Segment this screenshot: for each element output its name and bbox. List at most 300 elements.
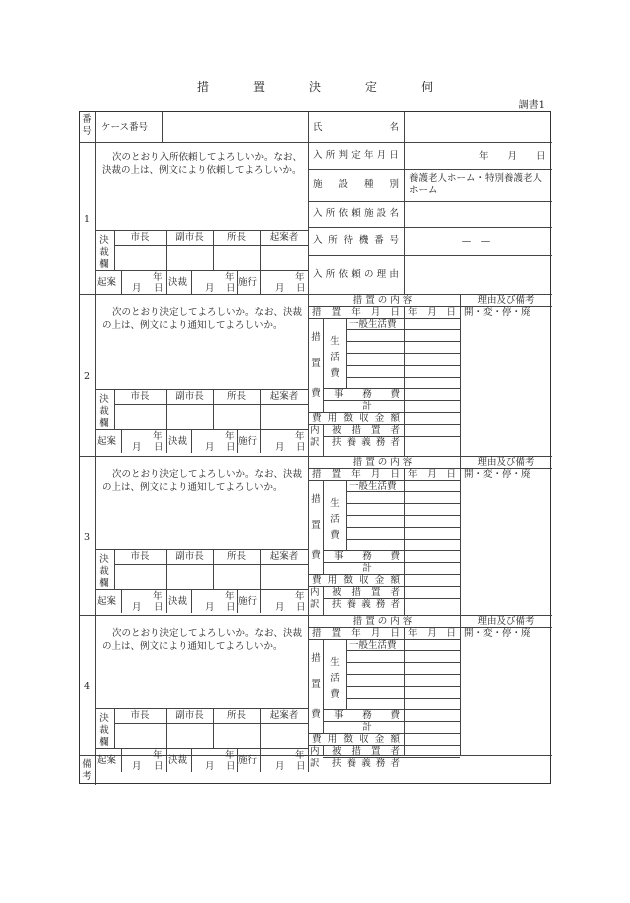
- s3-collection-label: [312, 575, 400, 586]
- date-value-char: 日: [446, 627, 456, 639]
- s4-amount-divider: [404, 639, 405, 755]
- field-label-char: 年: [363, 149, 374, 161]
- s3-person-measured: [332, 587, 400, 598]
- s4-number: 4: [84, 681, 91, 692]
- facility-type-value: 養護老人ホーム・特別養護老人ホーム: [409, 173, 543, 196]
- s2-approver-3: 起案者: [269, 391, 299, 402]
- s3-year-1: 年: [225, 591, 235, 602]
- s2-date-value: [408, 307, 456, 318]
- person-support-char: 務: [375, 757, 386, 769]
- s4-approver-divider: [166, 708, 167, 748]
- field-label-char: の: [363, 268, 374, 280]
- field-label-char: 頼: [351, 208, 361, 219]
- case-number-label: ケース番号: [101, 122, 149, 133]
- field-label-char: 由: [389, 268, 399, 280]
- s3-day-0: 日: [154, 602, 164, 613]
- s2-reason-header: 理由及び備考: [477, 295, 535, 306]
- date-label-char: 置: [331, 468, 342, 480]
- waiting-number-value: — —: [461, 236, 491, 247]
- s3-breakdown-1: 内: [310, 586, 320, 598]
- name-label-char: 氏: [313, 122, 323, 133]
- s1-draft-row-divider: [166, 270, 167, 294]
- person-support-char: 扶: [332, 757, 342, 769]
- s2-office-cost: [334, 389, 400, 400]
- s3-approver-divider: [166, 549, 167, 589]
- s2-living-line: [346, 341, 460, 342]
- field-label-char: 待: [343, 235, 354, 246]
- s2-approval-label: 決裁欄: [99, 394, 109, 429]
- s3-draft-row-divider: [308, 589, 309, 613]
- date-value-char: 年: [408, 468, 418, 480]
- s3-breakdown-divider: [323, 586, 324, 615]
- person-measured-char: 者: [390, 745, 400, 757]
- field-label-char: 所: [328, 235, 338, 246]
- person-support-char: 扶: [332, 436, 342, 448]
- person-measured-char: 者: [390, 424, 400, 436]
- s2-number: 2: [84, 371, 91, 382]
- s1-approval-bottom: [95, 270, 308, 271]
- s3-reason-header: 理由及び備考: [477, 457, 535, 468]
- date-label-char: 日: [390, 306, 400, 318]
- s3-general-living: 一般生活費: [349, 480, 397, 492]
- s1-approval-top: [95, 230, 308, 231]
- s1-approver-2: 所長: [226, 232, 247, 243]
- collection-char: 費: [312, 575, 322, 586]
- s2-cost-label-2: 置: [311, 357, 321, 369]
- person-support-char: 扶: [332, 598, 342, 610]
- s4-reason-value: 開・変・停・廃: [464, 627, 531, 639]
- s2-date-divider: [404, 306, 405, 318]
- person-measured-char: 措: [351, 745, 361, 757]
- person-support-char: 養: [346, 436, 357, 448]
- s2-reason-divider: [460, 294, 461, 456]
- s3-month-0: 月: [132, 602, 142, 613]
- field-label-char: 施: [363, 208, 374, 219]
- s2-approver-divider: [260, 389, 261, 429]
- s2-general-living: 一般生活費: [349, 318, 397, 330]
- s3-living-label-2: 費: [330, 529, 340, 541]
- s1-draft-row-divider: [260, 270, 261, 294]
- office-cost-char: 務: [362, 389, 372, 401]
- s1-month-0: 月: [132, 283, 142, 294]
- s2-cost-label-divider: [323, 318, 324, 412]
- document-number: 調書1: [518, 100, 545, 111]
- s4-approval-header-line: [114, 723, 308, 724]
- field-label-char: 依: [338, 208, 348, 219]
- s4-living-line: [346, 686, 460, 687]
- s4-draft-row-divider: [191, 748, 192, 772]
- collection-char: 費: [312, 413, 322, 424]
- field-label-char: 頼: [351, 268, 361, 280]
- s3-approver-1: 副市長: [175, 551, 204, 562]
- s3-draft-row-divider: [191, 589, 192, 613]
- collection-char: 金: [374, 575, 385, 586]
- s2-living-line: [346, 353, 460, 354]
- s2-draft-row-divider: [308, 429, 309, 453]
- person-support-char: 者: [390, 598, 400, 610]
- s1-month-1: 月: [205, 283, 215, 294]
- s4-living-label-2: 費: [330, 688, 340, 700]
- s3-cost-label-1: 措: [311, 493, 321, 505]
- intake-judgment-date-value: 年 月 日: [479, 151, 546, 162]
- s4-year-1: 年: [225, 750, 235, 761]
- s4-approver-0: 市長: [130, 710, 150, 721]
- s3-enforce-label: 施行: [238, 596, 258, 607]
- field-label-char: 理: [376, 268, 387, 280]
- person-measured-char: 措: [351, 424, 361, 436]
- section1-field-line: [308, 255, 552, 256]
- s4-total: 計: [362, 722, 372, 734]
- date-label-char: 措: [312, 468, 322, 480]
- s4-living-line: [346, 674, 460, 675]
- person-support-char: 務: [375, 436, 386, 448]
- s2-approval-top: [95, 389, 308, 390]
- collection-char: 額: [390, 413, 400, 424]
- field-label-char: 定: [351, 149, 361, 161]
- collection-char: 収: [359, 734, 369, 745]
- s4-approver-2: 所長: [226, 710, 247, 721]
- s2-content-header: 措置の内容: [352, 295, 416, 306]
- s2-year-0: 年: [153, 431, 163, 442]
- field-label-char: 入: [313, 235, 323, 246]
- s4-cost-label-divider: [323, 639, 324, 733]
- s4-approver-1: 副市長: [175, 710, 204, 721]
- s2-person-measured: [332, 425, 400, 436]
- s4-day-0: 日: [154, 761, 164, 772]
- s3-approver-3: 起案者: [269, 551, 299, 562]
- s1-year-1: 年: [225, 272, 235, 283]
- s1-approval-label-divider: [114, 230, 115, 270]
- person-support-char: 務: [375, 598, 386, 610]
- number-column-divider: [95, 112, 96, 785]
- s3-approver-divider: [213, 549, 214, 589]
- field-label-char: 月: [376, 149, 387, 161]
- s4-cost-label-3: 費: [311, 708, 321, 720]
- person-support-char: 者: [390, 436, 400, 448]
- s1-approver-divider: [166, 230, 167, 270]
- field-label-char: 所: [325, 268, 336, 280]
- s4-reason-divider: [460, 615, 461, 755]
- collection-char: 用: [327, 575, 338, 586]
- s4-office-cost: [334, 710, 400, 721]
- s3-approval-bottom: [95, 589, 308, 590]
- collection-char: 額: [390, 575, 400, 586]
- s4-approval-bottom: [95, 748, 308, 749]
- date-value-char: 月: [427, 627, 437, 639]
- section1-request-text: 次のとおり入所依頼してよろしいか。なお、決裁の上は、例文により依頼してよろしいか。: [102, 152, 303, 176]
- person-measured-char: 置: [370, 745, 381, 757]
- field-label-char: 番: [374, 235, 384, 246]
- s2-day-1: 日: [226, 442, 236, 453]
- s4-approver-3: 起案者: [269, 710, 299, 721]
- collection-char: 額: [390, 734, 400, 745]
- s3-year-0: 年: [153, 591, 163, 602]
- s3-living-line: [346, 503, 460, 504]
- s4-living-label-0: 生: [330, 656, 340, 668]
- field-label-char: 施: [313, 179, 323, 190]
- office-cost-char: 務: [362, 710, 372, 722]
- s3-person-support: [332, 599, 400, 610]
- office-cost-char: 事: [334, 551, 344, 563]
- s4-cost-label-1: 措: [311, 652, 321, 664]
- collection-char: 用: [327, 734, 338, 745]
- s4-draft-row-divider: [166, 748, 167, 772]
- s4-reason-header: 理由及び備考: [477, 616, 535, 627]
- person-measured-char: 置: [370, 424, 381, 436]
- s4-content-header: 措置の内容: [352, 616, 416, 627]
- s3-approval-top: [95, 549, 308, 550]
- s2-approver-2: 所長: [226, 391, 247, 402]
- field-label-char: 所: [325, 149, 336, 161]
- person-measured-char: 者: [390, 586, 400, 598]
- s4-living-line: [346, 698, 460, 699]
- s3-cost-label-2: 置: [311, 519, 321, 531]
- date-label-char: 年: [351, 468, 361, 480]
- collection-char: 金: [374, 734, 385, 745]
- s2-living-line: [346, 377, 460, 378]
- date-label-char: 日: [390, 627, 400, 639]
- person-support-char: 義: [361, 757, 371, 769]
- s1-day-1: 日: [226, 283, 236, 294]
- section1-field-line: [308, 201, 552, 202]
- collection-char: 金: [374, 413, 385, 424]
- field-label-char: 入: [313, 149, 323, 161]
- s3-date-label: [312, 469, 400, 480]
- collection-char: 費: [312, 734, 322, 745]
- s1-draft-row-divider: [308, 270, 309, 294]
- intake-judgment-date-label: [313, 150, 399, 161]
- s2-year-1: 年: [225, 431, 235, 442]
- s2-draft-label: 起案: [97, 436, 117, 447]
- document-title: 措置決定伺: [196, 80, 477, 94]
- s3-day-2: 日: [296, 602, 306, 613]
- date-label-char: 置: [331, 306, 342, 318]
- section1-number: 1: [84, 214, 91, 225]
- s1-approver-1: 副市長: [175, 232, 204, 243]
- s1-approval-label: 決裁欄: [99, 235, 109, 270]
- s4-draft-row-divider: [308, 748, 309, 772]
- s4-month-0: 月: [132, 761, 142, 772]
- date-label-char: 月: [370, 306, 381, 318]
- s2-living-line: [346, 365, 460, 366]
- s1-draft-row-divider: [121, 270, 122, 294]
- person-support-char: 養: [346, 757, 357, 769]
- s4-approval-label: 決裁欄: [99, 713, 109, 748]
- s2-approver-1: 副市長: [175, 391, 204, 402]
- waiting-number-label: [313, 235, 399, 246]
- date-label-char: 置: [331, 627, 342, 639]
- s4-person-measured: [332, 746, 400, 757]
- field-label-char: 設: [338, 179, 348, 190]
- office-cost-char: 事: [334, 389, 344, 401]
- date-value-char: 日: [446, 306, 456, 318]
- s2-approver-divider: [166, 389, 167, 429]
- section1-field-line: [308, 227, 552, 228]
- collection-char: 徴: [343, 734, 353, 745]
- s2-decision-text: 次のとおり決定してよろしいか。なお、決裁の上は、例文により通知してよろしいか。: [102, 307, 303, 331]
- s2-person-support: [332, 437, 400, 448]
- s1-year-0: 年: [153, 272, 163, 283]
- date-label-char: 月: [370, 627, 381, 639]
- s1-year-2: 年: [295, 272, 305, 283]
- s3-decision-text: 次のとおり決定してよろしいか。なお、決裁の上は、例文により通知してよろしいか。: [102, 469, 303, 493]
- s1-approver-divider: [213, 230, 214, 270]
- s3-living-line: [346, 527, 460, 528]
- s4-draft-row-divider: [121, 748, 122, 772]
- s1-day-0: 日: [154, 283, 164, 294]
- collection-char: 徴: [343, 413, 353, 424]
- s4-day-1: 日: [226, 761, 236, 772]
- s2-living-label-0: 生: [330, 335, 340, 347]
- collection-char: 収: [359, 575, 369, 586]
- s3-breakdown-2: 訳: [310, 598, 320, 610]
- s3-living-label-0: 生: [330, 497, 340, 509]
- s2-reason-value: 開・変・停・廃: [464, 306, 531, 318]
- s2-month-1: 月: [205, 442, 215, 453]
- s4-date-value: [408, 628, 456, 639]
- s4-breakdown-divider: [323, 745, 324, 755]
- date-value-char: 月: [427, 306, 437, 318]
- s3-approval-label: 決裁欄: [99, 554, 109, 589]
- date-value-char: 月: [427, 468, 437, 480]
- s2-cost-label-1: 措: [311, 331, 321, 343]
- s3-total: 計: [362, 563, 372, 575]
- field-label-char: 機: [358, 235, 369, 246]
- s3-draft-label: 起案: [97, 596, 117, 607]
- s3-reason-value: 開・変・停・廃: [464, 468, 531, 480]
- header-bottom: [80, 142, 552, 143]
- office-cost-char: 務: [362, 551, 372, 563]
- person-support-char: 養: [346, 598, 357, 610]
- s3-content-header: 措置の内容: [352, 457, 416, 468]
- s4-approver-divider: [213, 708, 214, 748]
- person-measured-char: 被: [332, 586, 342, 598]
- s2-approver-0: 市長: [130, 391, 150, 402]
- s4-year-2: 年: [295, 750, 305, 761]
- s4-date-divider: [404, 627, 405, 639]
- s2-living-label-2: 費: [330, 367, 340, 379]
- s2-approver-divider: [213, 389, 214, 429]
- s3-cost-label-3: 費: [311, 549, 321, 561]
- field-label-char: 入: [313, 268, 323, 280]
- s2-day-0: 日: [154, 442, 164, 453]
- s1-day-2: 日: [296, 283, 306, 294]
- office-cost-char: 費: [390, 551, 400, 563]
- s4-cost-label-2: 置: [311, 678, 321, 690]
- s2-total: 計: [362, 401, 372, 413]
- requested-facility-name-label: [313, 208, 399, 219]
- person-measured-char: 被: [332, 745, 342, 757]
- s3-approver-2: 所長: [226, 551, 247, 562]
- field-label-char: 種: [363, 179, 374, 190]
- s4-general-living: 一般生活費: [349, 639, 397, 651]
- s4-approver-divider: [260, 708, 261, 748]
- s4-living-label-1: 活: [330, 672, 340, 684]
- s4-decision-label: 決裁: [168, 755, 188, 766]
- s4-draft-label: 起案: [97, 755, 117, 766]
- s1-enforce-label: 施行: [238, 277, 258, 288]
- collection-char: 収: [359, 413, 369, 424]
- date-label-char: 措: [312, 306, 322, 318]
- s2-breakdown-1: 内: [310, 424, 320, 436]
- s3-year-2: 年: [295, 591, 305, 602]
- s2-day-2: 日: [296, 442, 306, 453]
- s2-month-2: 月: [275, 442, 285, 453]
- s2-draft-row-divider: [191, 429, 192, 453]
- collection-char: 徴: [343, 575, 353, 586]
- case-number-divider: [162, 112, 163, 142]
- s3-approval-header-line: [114, 564, 308, 565]
- s2-month-0: 月: [132, 442, 142, 453]
- field-label-char: 名: [389, 208, 399, 219]
- s3-reason-divider: [460, 456, 461, 615]
- s4-breakdown-1: 内: [310, 745, 320, 757]
- s1-draft-label: 起案: [97, 277, 117, 288]
- field-label-char: 入: [313, 208, 323, 219]
- s3-office-cost: [334, 551, 400, 562]
- field-label-char: 別: [389, 179, 399, 190]
- number-label: 番号: [82, 114, 92, 137]
- remarks-label: 備考: [82, 759, 92, 782]
- s2-date-label: [312, 307, 400, 318]
- s2-living-label-1: 活: [330, 351, 340, 363]
- s4-decision-text: 次のとおり決定してよろしいか。なお、決裁の上は、例文により通知してよろしいか。: [102, 628, 303, 652]
- section1-field-line: [308, 169, 552, 170]
- s3-draft-row-divider: [260, 589, 261, 613]
- facility-type-label: [313, 179, 399, 190]
- collection-char: 用: [327, 413, 338, 424]
- s4-draft-row-divider: [260, 748, 261, 772]
- s3-number: 3: [84, 531, 91, 543]
- s2-approval-bottom: [95, 429, 308, 430]
- office-cost-char: 費: [390, 710, 400, 722]
- s3-cost-label-divider: [323, 480, 324, 574]
- s4-month-2: 月: [275, 761, 285, 772]
- office-cost-char: 費: [390, 389, 400, 401]
- office-cost-char: 事: [334, 710, 344, 722]
- s2-approval-header-line: [114, 404, 308, 405]
- s2-approval-label-divider: [114, 389, 115, 429]
- s1-approver-0: 市長: [130, 232, 150, 243]
- s2-draft-row-divider: [166, 429, 167, 453]
- s2-enforce-label: 施行: [238, 436, 258, 447]
- date-label-char: 措: [312, 627, 322, 639]
- s3-draft-row-divider: [166, 589, 167, 613]
- s3-living-line: [346, 539, 460, 540]
- s4-approval-label-divider: [114, 708, 115, 748]
- s4-person-support: [332, 758, 400, 769]
- field-label-char: 設: [376, 208, 387, 219]
- s1-approver-3: 起案者: [269, 232, 299, 243]
- field-label-char: 号: [389, 235, 399, 246]
- field-label-char: 依: [338, 268, 348, 280]
- s2-decision-label: 決裁: [168, 436, 188, 447]
- s4-breakdown-2: 訳: [310, 757, 320, 769]
- s1-month-2: 月: [275, 283, 285, 294]
- request-reason-label: [313, 269, 399, 280]
- s2-cost-label-3: 費: [311, 387, 321, 399]
- date-value-char: 年: [408, 627, 418, 639]
- person-measured-char: 置: [370, 586, 381, 598]
- field-label-char: 判: [338, 149, 348, 161]
- s2-breakdown-divider: [323, 424, 324, 456]
- person-support-char: 義: [361, 436, 371, 448]
- s1-approver-divider: [260, 230, 261, 270]
- s1-decision-label: 決裁: [168, 277, 188, 288]
- s4-approval-top: [95, 708, 308, 709]
- date-value-char: 日: [446, 468, 456, 480]
- name-label: [313, 122, 399, 133]
